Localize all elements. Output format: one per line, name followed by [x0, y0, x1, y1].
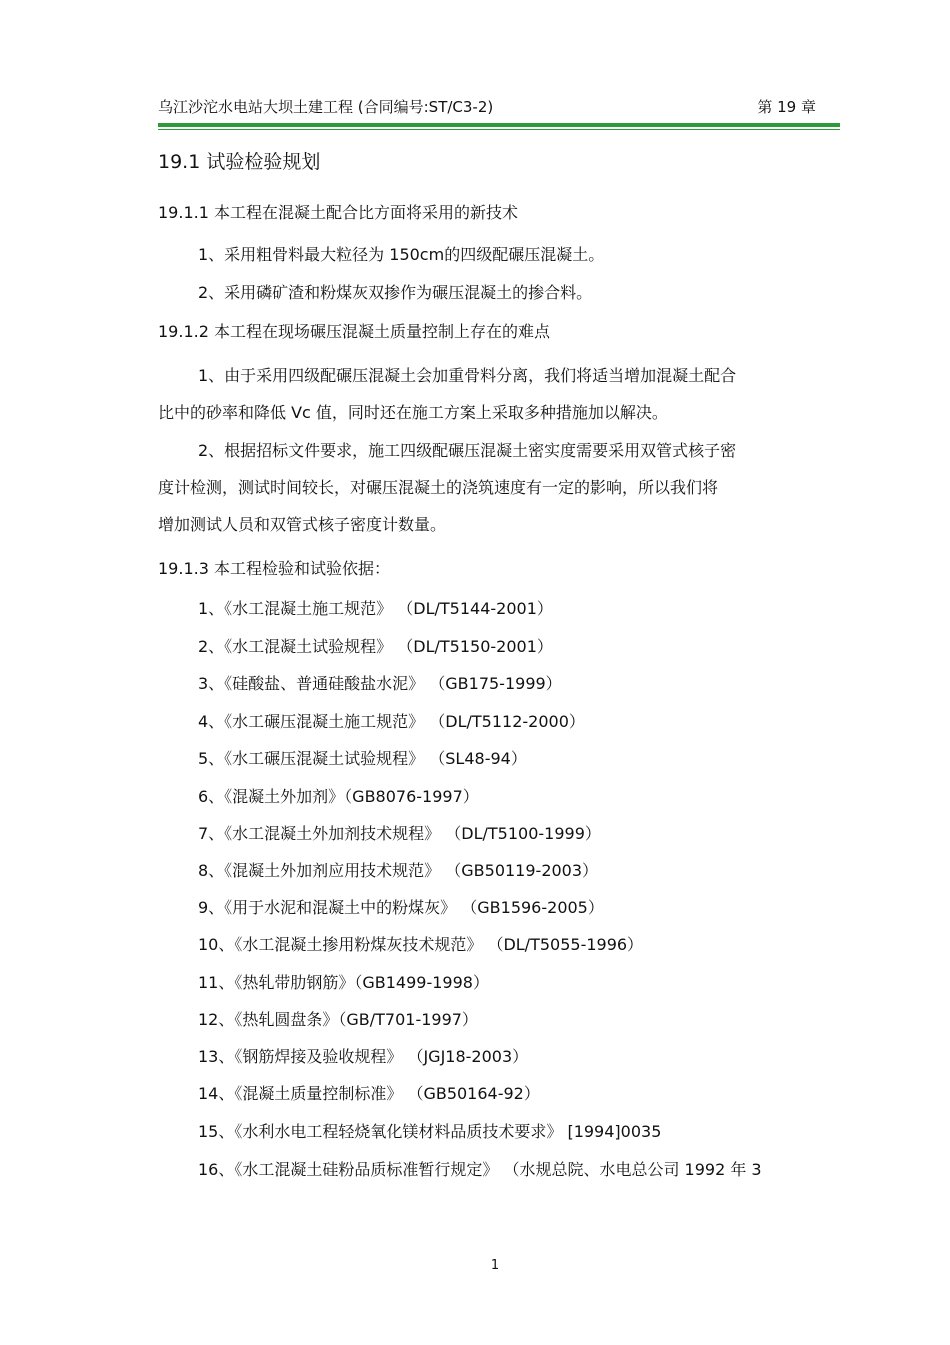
reference-item: 10、《水工混凝土掺用粉煤灰技术规范》 （DL/T5055-1996） [198, 935, 644, 954]
reference-item: 12、《热轧圆盘条》（GB/T701-1997） [198, 1010, 478, 1029]
header-rule-thin [158, 129, 840, 130]
paragraph-line: 比中的砂率和降低 Vc 值，同时还在施工方案上采取多种措施加以解决。 [158, 403, 668, 422]
paragraph-line: 2、根据招标文件要求，施工四级配碾压混凝土密实度需要采用双管式核子密 [198, 441, 737, 460]
reference-item: 8、《混凝土外加剂应用技术规范》 （GB50119-2003） [198, 861, 599, 880]
reference-item: 9、《用于水泥和混凝土中的粉煤灰》 （GB1596-2005） [198, 898, 604, 917]
paragraph-line: 增加测试人员和双管式核子密度计数量。 [158, 515, 447, 534]
reference-item: 5、《水工碾压混凝土试验规程》 （SL48-94） [198, 749, 527, 768]
reference-item: 2、《水工混凝土试验规程》 （DL/T5150-2001） [198, 637, 553, 656]
reference-item: 11、《热轧带肋钢筋》（GB1499-1998） [198, 973, 489, 992]
page-number: 1 [490, 1258, 500, 1273]
subsection-title-3: 19.1.3 本工程检验和试验依据： [158, 559, 390, 578]
reference-item: 16、《水工混凝土硅粉品质标准暂行规定》 （水规总院、水电总公司 1992 年 3 [198, 1160, 762, 1179]
reference-item: 15、《水利水电工程轻烧氧化镁材料品质技术要求》 [1994]0035 [198, 1122, 662, 1141]
reference-item: 4、《水工碾压混凝土施工规范》 （DL/T5112-2000） [198, 712, 585, 731]
reference-item: 13、《钢筋焊接及验收规程》 （JGJ18-2003） [198, 1047, 529, 1066]
subsection-title-2: 19.1.2 本工程在现场碾压混凝土质量控制上存在的难点 [158, 322, 550, 341]
reference-item: 6、《混凝土外加剂》（GB8076-1997） [198, 787, 479, 806]
subsection-title-1: 19.1.1 本工程在混凝土配合比方面将采用的新技术 [158, 203, 518, 222]
reference-item: 7、《水工混凝土外加剂技术规程》 （DL/T5100-1999） [198, 824, 601, 843]
reference-item: 14、《混凝土质量控制标准》 （GB50164-92） [198, 1084, 540, 1103]
paragraph-line: 度计检测，测试时间较长，对碾压混凝土的浇筑速度有一定的影响，所以我们将 [158, 478, 719, 497]
reference-item: 1、《水工混凝土施工规范》 （DL/T5144-2001） [198, 599, 553, 618]
paragraph-line: 1、由于采用四级配碾压混凝土会加重骨料分离，我们将适当增加混凝土配合 [198, 366, 737, 385]
header-chapter: 第 19 章 [757, 98, 816, 116]
reference-item: 3、《硅酸盐、普通硅酸盐水泥》 （GB175-1999） [198, 674, 562, 693]
header-rule-thick [158, 123, 840, 127]
list-item: 2、采用磷矿渣和粉煤灰双掺作为碾压混凝土的掺合料。 [198, 283, 593, 302]
section-title: 19.1 试验检验规划 [158, 151, 321, 173]
list-item: 1、采用粗骨料最大粒径为 150cm的四级配碾压混凝土。 [198, 245, 605, 264]
header-title: 乌江沙沱水电站大坝土建工程 (合同编号:ST/C3-2) [158, 98, 494, 116]
